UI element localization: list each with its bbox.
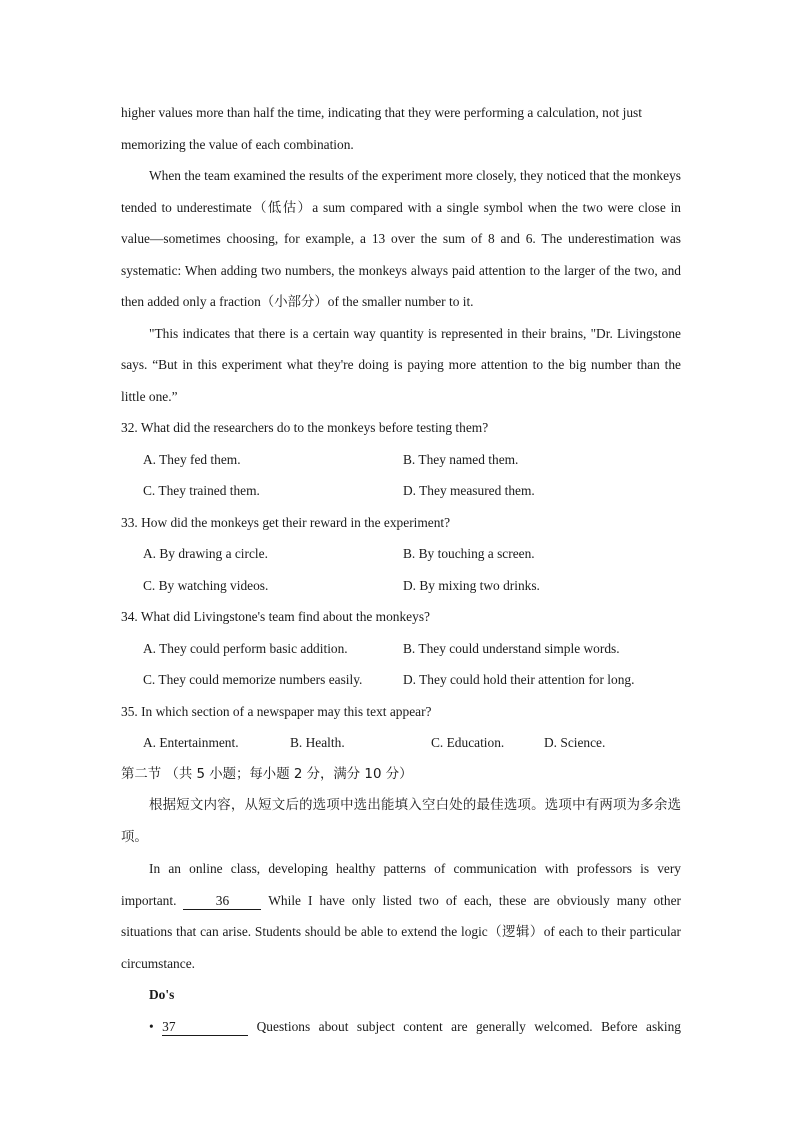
- question-35-option-d: D. Science.: [544, 735, 606, 750]
- passage-line: important.: [121, 892, 177, 908]
- question-34-option-d: D. They could hold their attention for long.: [403, 672, 635, 687]
- passage-line: Livingstone says. “But in this experiment what they're doing is paying more attention to the big: [121, 325, 681, 372]
- question-33-stem: 33. How did the monkeys get their reward in the experiment?: [121, 514, 451, 530]
- passage-line: higher values more than half the time, indicating that they were performing a calculation, not just: [121, 105, 642, 120]
- question-34-stem: 34. What did Livingstone's team find about the monkeys?: [121, 609, 430, 624]
- question-32-stem: 32. What did the researchers do to the monkeys before testing them?: [121, 420, 489, 435]
- passage-line: particular circumstance.: [121, 924, 681, 971]
- question-32-option-c: C. They trained them.: [143, 483, 260, 498]
- blank-36[interactable]: 36: [183, 893, 261, 910]
- passage-line: were close in value—sometimes choosing, for example, a 13 over the sum of 8 and 6. The: [121, 199, 681, 246]
- exam-page: [121, 97, 681, 1042]
- question-33-options-row-2: [121, 570, 681, 602]
- passage-line: In an online class, developing healthy patterns of communication with professors is very: [149, 861, 681, 876]
- passage-line: While I have only listed two of each, these are obviously many other: [268, 892, 681, 908]
- instruction-line: 根据短文内容，从短文后的选项中选出能填入空白处的最佳选项。选项中有两项为多: [149, 798, 654, 813]
- passage-paragraph-3: [121, 318, 681, 413]
- question-32-option-a: A. They fed them.: [143, 451, 241, 467]
- question-35-option-b: B. Health.: [290, 735, 345, 750]
- question-32-option-d: D. They measured them.: [403, 483, 535, 498]
- question-33-option-a: A. By drawing a circle.: [143, 546, 268, 561]
- question-35-stem: 35. In which section of a newspaper may this text appear?: [121, 703, 432, 719]
- question-35-options-row: [121, 727, 681, 759]
- passage-line: memorizing the value of each combination.: [121, 136, 354, 152]
- passage-paragraph-1: [121, 97, 681, 160]
- dos-bullet-item: [121, 1011, 681, 1043]
- passage-paragraph-2: [121, 160, 681, 318]
- question-33-option-d: D. By mixing two drinks.: [403, 577, 540, 593]
- passage-line: the larger of the two, and then added only a fraction（小部分）of the smaller number to it.: [121, 262, 681, 309]
- question-33-option-c: C. By watching videos.: [143, 577, 269, 593]
- question-33-options-row-1: [121, 538, 681, 570]
- question-32-options-row-2: [121, 475, 681, 507]
- passage-line: When the team examined the results of the experiment more closely, they noticed that the: [149, 168, 630, 183]
- passage-line: monkeys tended to underestimate（低估）a sum compared with a single symbol when the two: [121, 168, 681, 215]
- question-34-option-c: C. They could memorize numbers easily.: [143, 672, 363, 687]
- instruction-line: 余选项。: [121, 798, 682, 845]
- section-2-header: 第二节 （共 5 小题；每小题 2 分，满分 10 分）: [121, 766, 413, 782]
- passage-line: Questions about subject content are generally welcomed. Before asking: [256, 1018, 681, 1034]
- passage-line: situations that can arise. Students should be able to extend the logic（逻辑）of each to their: [121, 924, 626, 939]
- passage-2-paragraph-1: [121, 853, 681, 979]
- question-35-option-a: A. Entertainment.: [143, 735, 239, 750]
- passage-line: underestimation was systematic: When adding two numbers, the monkeys always paid attention to: [121, 231, 681, 278]
- question-34-option-a: A. They could perform basic addition.: [143, 640, 348, 656]
- question-35-option-c: C. Education.: [431, 735, 505, 750]
- bullet-icon: •: [149, 1018, 154, 1034]
- question-34-option-b: B. They could understand simple words.: [403, 640, 620, 656]
- question-34-options-row-2: [121, 664, 681, 696]
- blank-37[interactable]: 37: [162, 1019, 248, 1036]
- dos-heading: Do's: [149, 987, 175, 1002]
- question-32-options-row-1: [121, 444, 681, 476]
- passage-line: number than the little one.”: [121, 357, 682, 404]
- passage-line: "This indicates that there is a certain way quantity is represented in their brains, "Dr.: [149, 325, 613, 341]
- question-32-option-b: B. They named them.: [403, 451, 519, 467]
- section-2-instructions: [121, 790, 681, 853]
- question-33-option-b: B. By touching a screen.: [403, 546, 535, 561]
- question-34-options-row-1: [121, 633, 681, 665]
